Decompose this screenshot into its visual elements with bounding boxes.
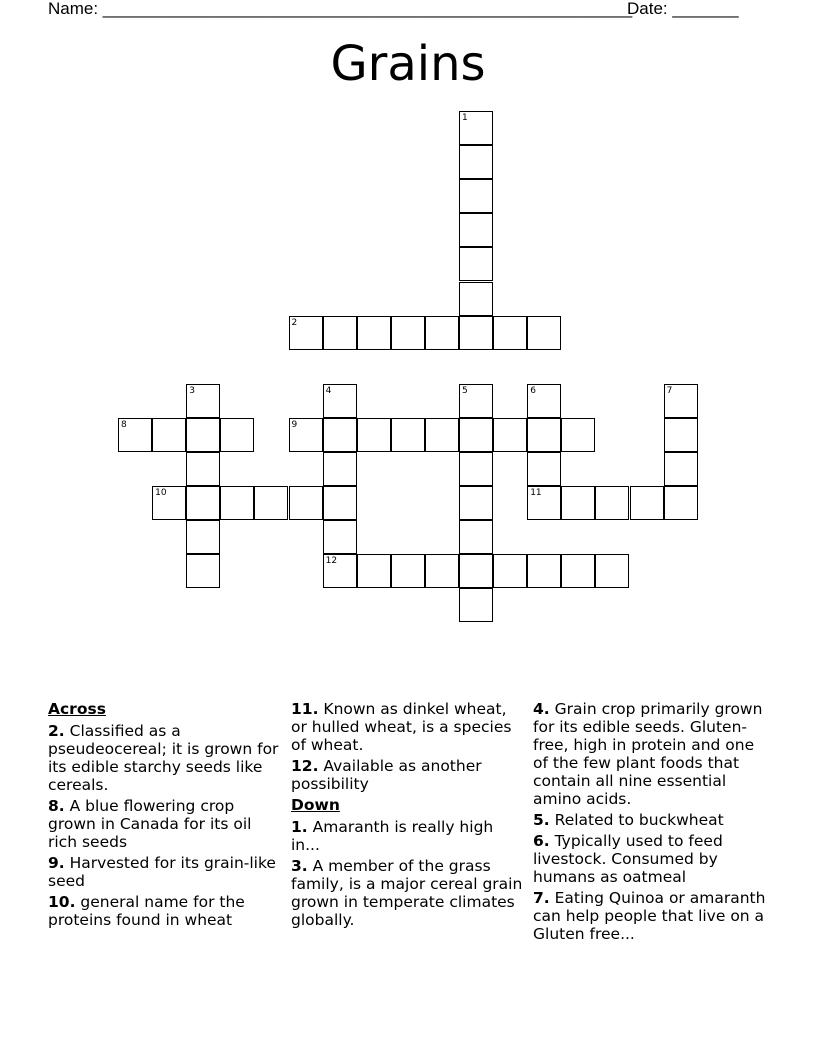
grid-cell[interactable] <box>425 554 459 588</box>
cell-number: 3 <box>189 385 195 396</box>
grid-cell[interactable] <box>595 554 629 588</box>
clue-text: Amaranth is really high in... <box>291 818 494 854</box>
grid-cell[interactable] <box>323 452 357 486</box>
cell-number: 2 <box>291 317 298 328</box>
page-title: Grains <box>330 36 486 92</box>
grid-cell[interactable] <box>459 145 493 179</box>
grid-cell[interactable] <box>459 384 493 418</box>
cell-number: 6 <box>530 385 536 396</box>
cell-number: 12 <box>325 556 338 567</box>
grid-cell[interactable] <box>459 179 493 213</box>
down-heading: Down <box>291 796 340 814</box>
grid-cell[interactable] <box>323 316 357 350</box>
grid-cell[interactable] <box>391 418 425 452</box>
clue-across-2 <box>48 722 283 794</box>
clue-text: Known as dinkel wheat, or hulled wheat, is a species of wheat. <box>291 700 512 754</box>
clue-text: Typically used to feed livestock. Consumed by humans as oatmeal <box>533 832 723 886</box>
grid-cell[interactable] <box>186 418 220 452</box>
clue-down-5 <box>533 811 768 829</box>
grid-cell[interactable] <box>561 418 595 452</box>
clue-number: 7. <box>533 889 550 907</box>
cell-number: 9 <box>291 419 298 430</box>
cell-number: 11 <box>530 488 542 499</box>
clue-text: Classified as a pseudeocereal; it is grown for its edible starchy seeds like cereals. <box>48 722 279 794</box>
grid-cell[interactable] <box>323 520 357 554</box>
grid-cell[interactable] <box>357 418 391 452</box>
grid-cell[interactable] <box>493 554 527 588</box>
cell-number: 4 <box>325 385 332 396</box>
clue-number: 2. <box>48 722 65 740</box>
clue-across-11 <box>291 700 526 754</box>
grid-cell[interactable] <box>664 452 698 486</box>
grid-cell[interactable] <box>289 316 323 350</box>
grid-cell[interactable] <box>323 554 357 588</box>
clue-down-3 <box>291 857 526 929</box>
grid-cell[interactable] <box>186 486 220 520</box>
cell-number: 1 <box>462 113 468 123</box>
grid-cell[interactable] <box>664 418 698 452</box>
clues-column-1 <box>48 700 283 932</box>
clue-text: A blue flowering crop grown in Canada for its oil rich seeds <box>48 797 252 851</box>
clue-number: 5. <box>533 811 550 829</box>
grid-cell[interactable] <box>459 213 493 247</box>
grid-cell[interactable] <box>186 554 220 588</box>
grid-cell[interactable] <box>493 316 527 350</box>
grid-cell[interactable] <box>254 486 288 520</box>
clue-text: Harvested for its grain-like seed <box>48 854 276 890</box>
across-heading: Across <box>48 700 106 718</box>
clue-number: 12. <box>291 757 319 775</box>
clue-number: 4. <box>533 700 550 718</box>
grid-cell[interactable] <box>459 452 493 486</box>
clue-number: 6. <box>533 832 550 850</box>
clue-down-7 <box>533 889 768 943</box>
clue-text: Related to buckwheat <box>554 811 724 829</box>
grid-cell[interactable] <box>425 316 459 350</box>
clue-across-8 <box>48 797 283 851</box>
clue-across-10 <box>48 893 283 929</box>
grid-cell[interactable] <box>630 486 664 520</box>
grid-cell[interactable] <box>152 486 186 520</box>
grid-cell[interactable] <box>459 486 493 520</box>
grid-cell[interactable] <box>459 247 493 281</box>
cell-number: 7 <box>666 385 673 396</box>
grid-cell[interactable] <box>459 282 493 316</box>
grid-cell[interactable] <box>357 554 391 588</box>
cell-number: 8 <box>121 419 127 430</box>
clue-number: 9. <box>48 854 65 872</box>
grid-cell[interactable] <box>186 520 220 554</box>
clue-across-12 <box>291 757 526 793</box>
grid-cell[interactable] <box>493 418 527 452</box>
grid-cell[interactable] <box>289 486 323 520</box>
grid-cell[interactable] <box>289 418 323 452</box>
grid-cell[interactable] <box>459 520 493 554</box>
clue-text: Grain crop primarily grown for its edible seeds. Gluten-free, high in protein and one of the few plant foods that contain all nine essential amino acids. <box>533 700 763 808</box>
grid-cell[interactable] <box>664 486 698 520</box>
grid-cell[interactable] <box>323 384 357 418</box>
grid-cell[interactable] <box>186 452 220 486</box>
grid-cell[interactable] <box>220 486 254 520</box>
grid-cell[interactable] <box>459 418 493 452</box>
grid-cell[interactable] <box>527 384 561 418</box>
clue-number: 8. <box>48 797 65 815</box>
clue-text: A member of the grass family, is a major cereal grain grown in temperate climates globally. <box>291 857 523 929</box>
cell-number: 10 <box>155 488 167 499</box>
clues-column-3 <box>533 700 768 946</box>
grid-cell[interactable] <box>357 316 391 350</box>
clue-down-1 <box>291 818 526 854</box>
grid-cell[interactable] <box>561 554 595 588</box>
clue-text: Eating Quinoa or amaranth can help people that live on a Gluten free... <box>533 889 766 943</box>
grid-cell[interactable] <box>323 486 357 520</box>
name-field[interactable]: Name: ________________________________________________________ <box>48 0 633 18</box>
grid-cell[interactable] <box>527 418 561 452</box>
grid-cell[interactable] <box>323 418 357 452</box>
grid-cell[interactable] <box>527 554 561 588</box>
grid-cell[interactable] <box>595 486 629 520</box>
grid-cell[interactable] <box>459 588 493 622</box>
clue-down-6 <box>533 832 768 886</box>
grid-cell[interactable] <box>561 486 595 520</box>
clue-number: 1. <box>291 818 308 836</box>
grid-cell[interactable] <box>186 384 220 418</box>
clue-number: 11. <box>291 700 319 718</box>
grid-cell[interactable] <box>527 316 561 350</box>
clues-column-2 <box>291 700 526 932</box>
grid-cell[interactable] <box>527 452 561 486</box>
grid-cell[interactable] <box>152 418 186 452</box>
clue-down-4 <box>533 700 768 808</box>
clue-number: 3. <box>291 857 308 875</box>
grid-cell[interactable] <box>664 384 698 418</box>
clue-number: 10. <box>48 893 76 911</box>
clue-text: Available as another possibility <box>291 757 482 793</box>
cell-number: 5 <box>462 385 468 396</box>
grid-cell[interactable] <box>425 418 459 452</box>
grid-cell[interactable] <box>459 111 493 145</box>
grid-cell[interactable] <box>391 554 425 588</box>
clue-across-9 <box>48 854 283 890</box>
grid-cell[interactable] <box>391 316 425 350</box>
clue-text: general name for the proteins found in wheat <box>48 893 245 929</box>
grid-cell[interactable] <box>118 418 152 452</box>
date-field[interactable]: Date: _______ <box>627 0 739 18</box>
grid-cell[interactable] <box>527 486 561 520</box>
grid-cell[interactable] <box>220 418 254 452</box>
grid-cell[interactable] <box>459 554 493 588</box>
grid-cell[interactable] <box>459 316 493 350</box>
